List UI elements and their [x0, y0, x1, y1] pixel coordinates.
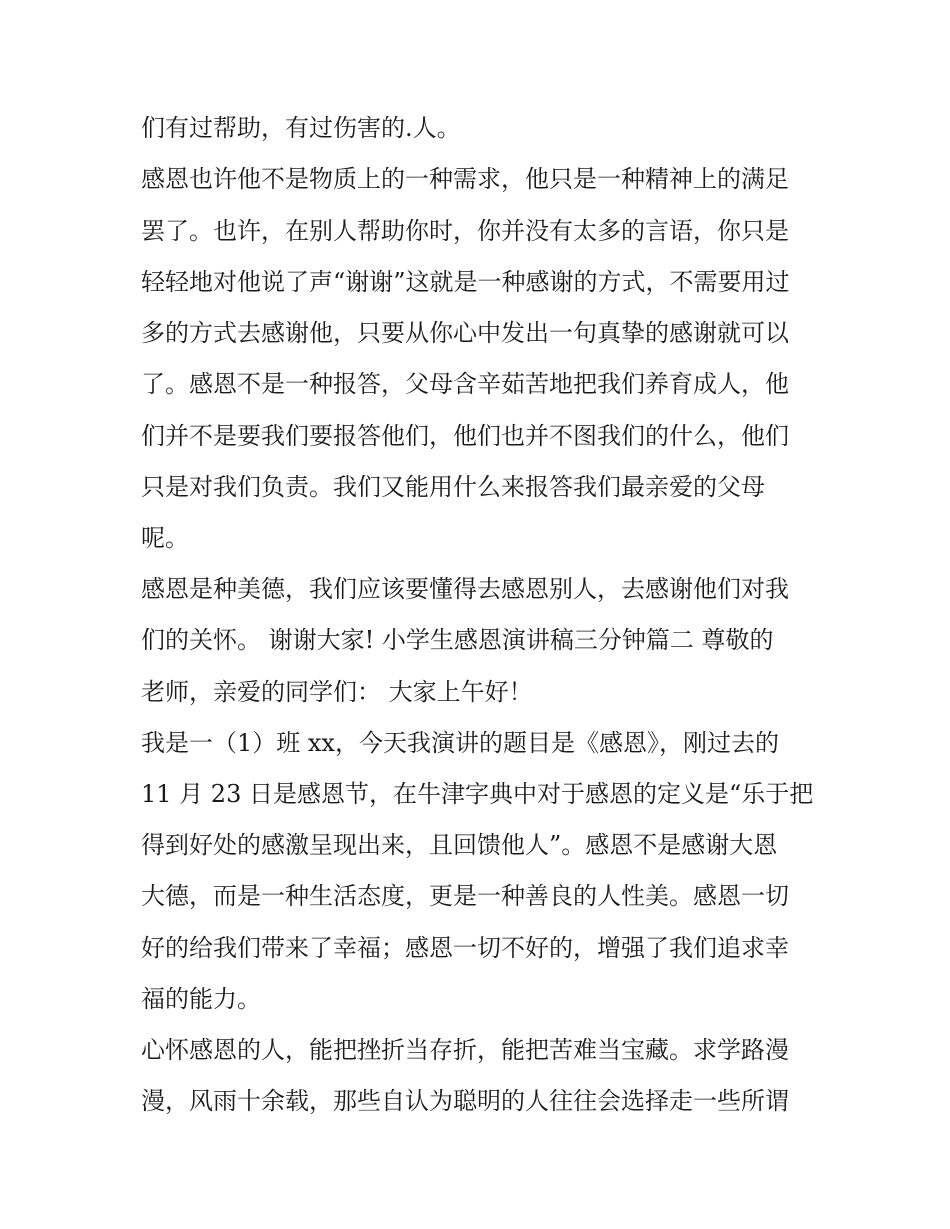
text-line: 老师，亲爱的同学们： 大家上午好！: [141, 678, 533, 706]
text-line: 罢了。也许，在别人帮助你时，你并没有太多的言语，你只是: [141, 217, 789, 245]
text-line: 感恩也许他不是物质上的一种需求，他只是一种精神上的满足: [141, 165, 789, 193]
text-line: 呢。: [141, 524, 189, 552]
text-line: 福的能力。: [141, 985, 261, 1013]
text-line: 多的方式去感谢他，只要从你心中发出一句真挚的感谢就可以: [141, 319, 789, 347]
text-line: 轻轻地对他说了声“谢谢”这就是一种感谢的方式，不需要用过: [141, 268, 790, 296]
text-line: 漫，风雨十余载，那些自认为聪明的人往往会选择走一些所谓: [141, 1087, 789, 1115]
text-line: 心怀感恩的人，能把挫折当存折，能把苦难当宝藏。求学路漫: [141, 1036, 789, 1064]
text-line: 11 月 23 日是感恩节，在牛津字典中对于感恩的定义是“乐于把: [141, 780, 814, 808]
text-line: 只是对我们负责。我们又能用什么来报答我们最亲爱的父母: [141, 473, 765, 501]
text-line: 大德，而是一种生活态度，更是一种善良的人性美。感恩一切: [141, 882, 789, 910]
text-line: 我是一（1）班 xx，今天我演讲的题目是《感恩》，刚过去的: [141, 729, 779, 757]
text-line: 感恩是种美德，我们应该要懂得去感恩别人，去感谢他们对我: [141, 575, 789, 603]
text-line: 好的给我们带来了幸福；感恩一切不好的，增强了我们追求幸: [141, 934, 789, 962]
text-line: 们并不是要我们要报答他们，他们也并不图我们的什么，他们: [141, 422, 789, 450]
text-line: 得到好处的感激呈现出来，且回馈他人”。感恩不是感谢大恩: [141, 831, 778, 859]
text-line: 了。感恩不是一种报答，父母含辛茹苦地把我们养育成人，他: [141, 370, 789, 398]
text-line: 们有过帮助，有过伤害的.人。: [141, 114, 461, 142]
text-line: 们的关怀。 谢谢大家! 小学生感恩演讲稿三分钟篇二 尊敬的: [141, 626, 774, 654]
